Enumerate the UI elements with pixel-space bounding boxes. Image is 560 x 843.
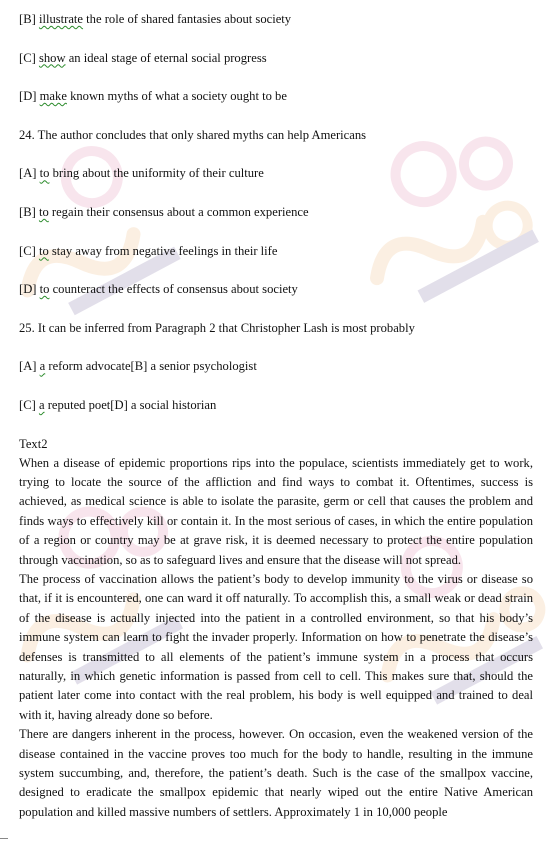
option-text: the role of shared fantasies about society	[83, 12, 292, 26]
option-text: known myths of what a society ought to be	[66, 89, 287, 104]
option-tag: [D]	[19, 282, 37, 297]
option-line	[19, 242, 533, 261]
paragraph: There are dangers inherent in the process, however. On occasion, even the weakened version of the disease contained in the vaccine proves too much for the body to handle, resulting in the immune system succumbing, and, therefore, the patient’s death. Such is the case of the smallpox vaccine, designed to eradicate the smallpox epidemic that nearly wiped out the entire Native American population and killed massive numbers of settlers. Approximately 1 in 10,000 people	[19, 727, 533, 819]
paragraph: The process of vaccination allows the patient’s body to develop immunity to the virus or disease so that, if it is encountered, one can ward it off naturally. To accomplish this, a small weak or dead strain of the disease is actually injected into the patient in a controlled environment, so that his body’s immune system can learn to fight the invader properly. Information on how to penetrate the disease’s defenses is transmitted to all elements of the patient’s immune system in a process that occurs naturally, in which genetic information is passed from cell to cell. This makes sure that, should the patient later come into contact with the real problem, his body is well equipped and trained to deal with it, having already done so before.	[19, 571, 533, 722]
question-text: 25. It can be inferred from Paragraph 2 that Christopher Lash is most probably	[19, 320, 415, 335]
option-line	[19, 87, 533, 106]
option-first-word: a	[38, 397, 45, 412]
option-first-word: to	[38, 243, 49, 258]
option-line	[19, 10, 533, 29]
option-line	[19, 280, 533, 299]
option-text: reform advocate[B] a senior psychologist	[45, 359, 257, 374]
section-heading: Text2	[19, 436, 48, 451]
paragraph: When a disease of epidemic proportions rips into the populace, scientists immediately get to work, trying to locate the source of the affliction and find ways to combat it. Oftentimes, success is achieved, as medical science is able to isolate the parasite, germ or cell that causes the problem and finds ways to effectively kill or contain it. In the most serious of cases, in which the entire population of a region or country may be at grave risk, it is deemed necessary to protect the entire population through vaccination, so as to safeguard lives and ensure that the disease will not spread.	[19, 455, 533, 567]
option-tag: [C]	[19, 243, 36, 258]
option-tag: [C]	[19, 50, 36, 65]
option-tag: [A]	[19, 359, 37, 374]
option-first-word: to	[39, 282, 50, 297]
option-first-word: make	[39, 89, 67, 104]
option-first-word: illustrate	[38, 12, 84, 26]
option-first-word: to	[38, 204, 49, 219]
option-tag: [C]	[19, 397, 36, 412]
option-tag: [B]	[19, 204, 36, 219]
option-text: bring about the uniformity of their culture	[49, 166, 264, 181]
option-text: an ideal stage of eternal social progress	[65, 50, 267, 65]
question-line	[19, 319, 533, 338]
option-tag: [D]	[19, 89, 37, 104]
option-first-word: to	[39, 166, 50, 181]
option-line	[19, 203, 533, 222]
option-text: counteract the effects of consensus about society	[49, 282, 298, 297]
option-line	[19, 49, 533, 68]
page-edge-mark	[0, 838, 8, 839]
option-line	[19, 164, 533, 183]
option-first-word: show	[38, 50, 66, 65]
option-first-word: a	[39, 359, 46, 374]
option-line	[19, 357, 533, 376]
option-text: reputed poet[D] a social historian	[44, 397, 217, 412]
option-tag: [B]	[19, 12, 36, 26]
option-text: stay away from negative feelings in their life	[48, 243, 278, 258]
option-tag: [A]	[19, 166, 37, 181]
question-line	[19, 126, 533, 145]
option-line	[19, 396, 533, 415]
option-text: regain their consensus about a common experience	[48, 204, 309, 219]
document-body	[19, 10, 533, 822]
question-text: 24. The author concludes that only shared myths can help Americans	[19, 127, 367, 142]
